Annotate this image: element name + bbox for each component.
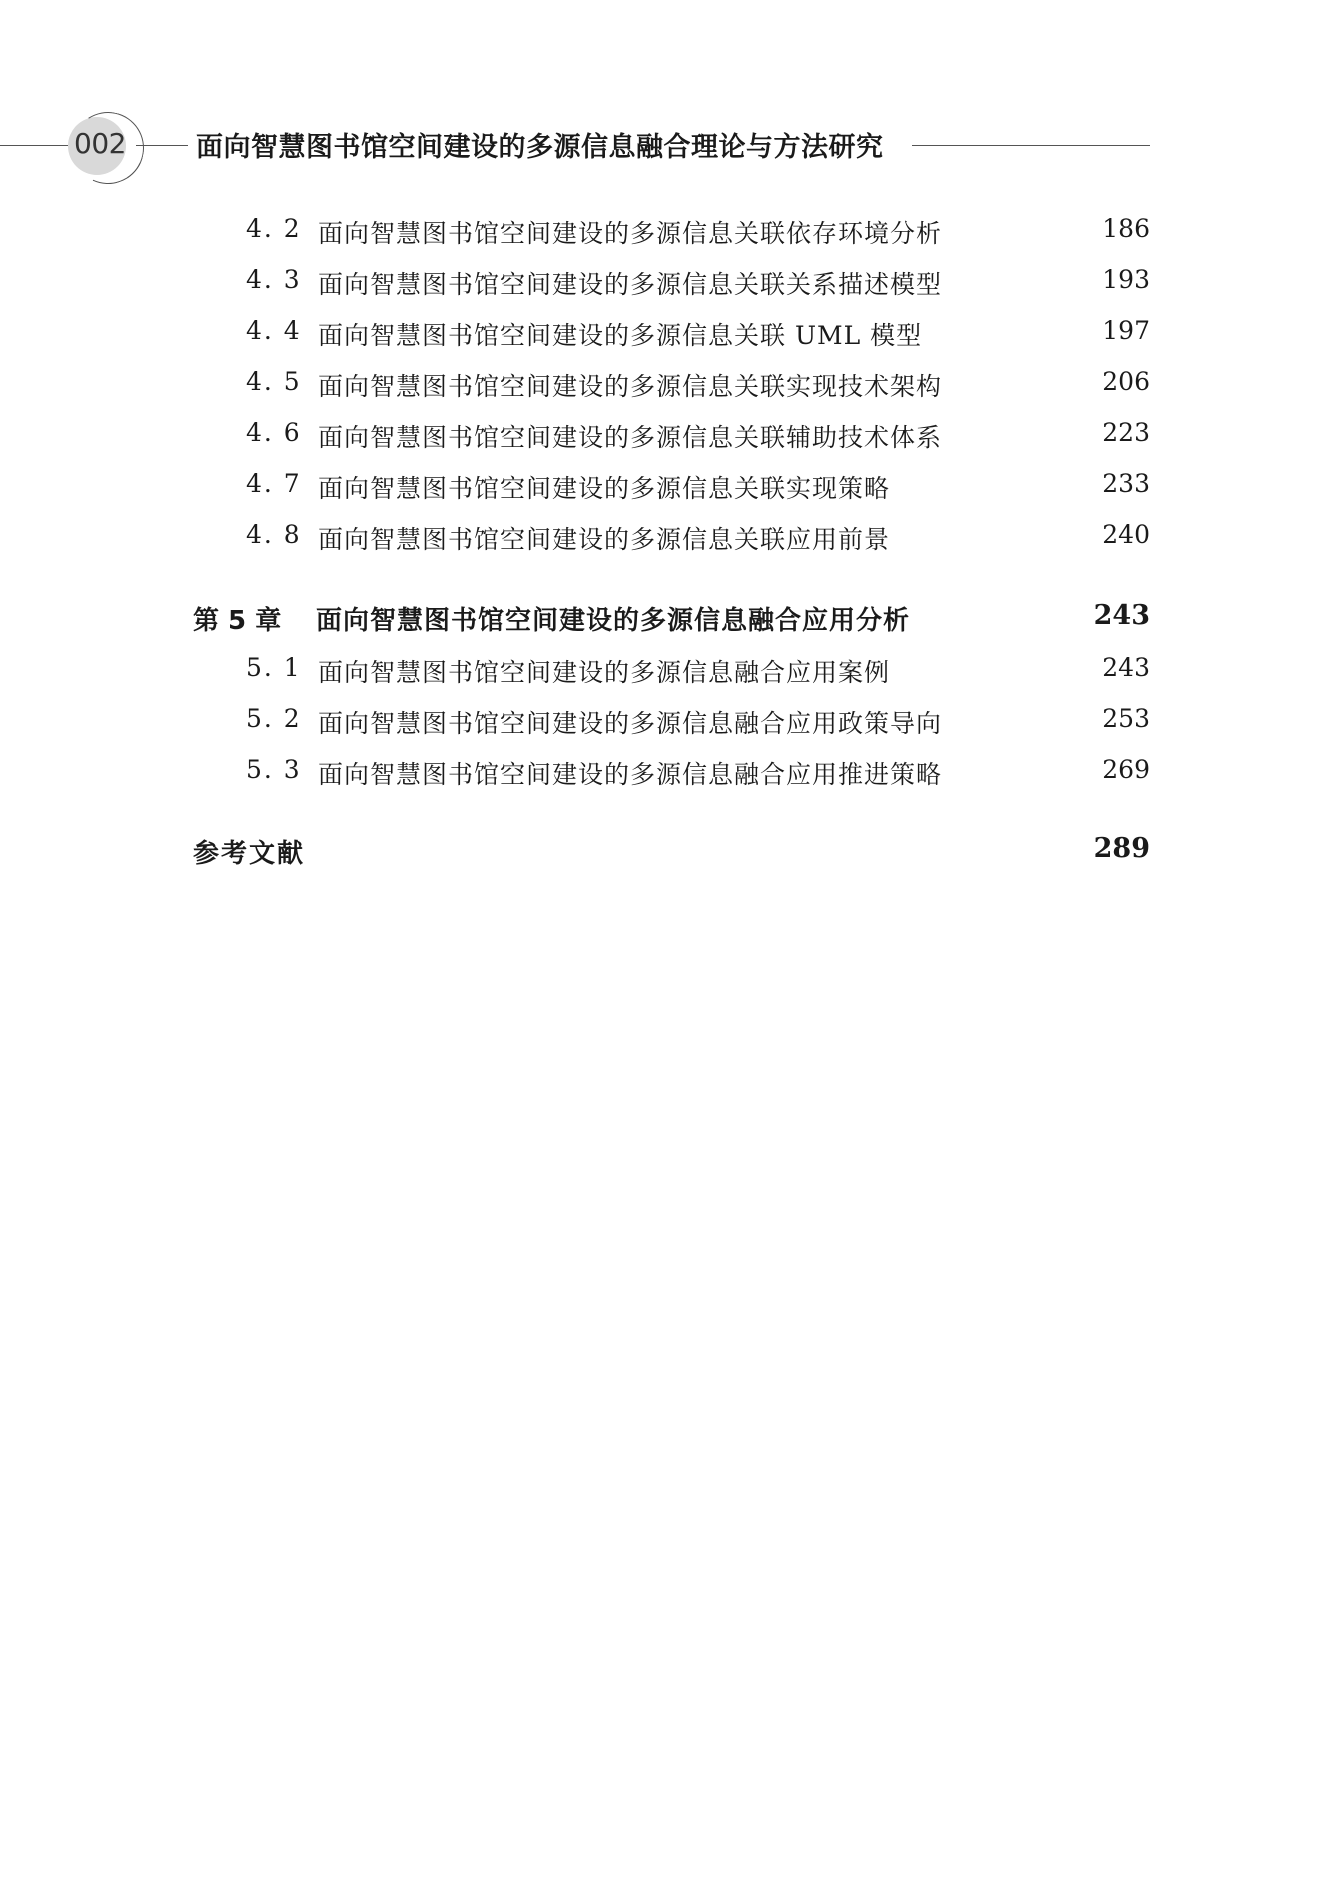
section-number: 4. 2 — [246, 214, 302, 243]
header-rule-mid — [136, 145, 188, 146]
section-number: 4. 7 — [246, 469, 302, 498]
references-page: 289 — [1093, 833, 1150, 864]
toc-entry-4-2[interactable] — [0, 214, 1338, 254]
section-number: 4. 5 — [246, 367, 302, 396]
section-number: 4. 4 — [246, 316, 302, 345]
section-number: 4. 8 — [246, 520, 302, 549]
page-number: 002 — [74, 127, 126, 160]
section-title: 面向智慧图书馆空间建设的多源信息关联 UML 模型 — [318, 321, 923, 350]
section-title: 面向智慧图书馆空间建设的多源信息关联应用前景 — [318, 525, 891, 554]
section-title: 面向智慧图书馆空间建设的多源信息融合应用政策导向 — [318, 709, 943, 738]
section-title: 面向智慧图书馆空间建设的多源信息关联辅助技术体系 — [318, 423, 943, 452]
toc-entry-5-1[interactable] — [0, 653, 1338, 693]
running-header — [0, 100, 1338, 190]
section-number: 5. 3 — [246, 755, 302, 784]
toc-chapter-5[interactable] — [0, 600, 1338, 640]
header-rule-left — [0, 145, 68, 146]
section-page: 223 — [1102, 418, 1150, 447]
section-page: 186 — [1102, 214, 1150, 243]
section-number: 5. 2 — [246, 704, 302, 733]
section-title: 面向智慧图书馆空间建设的多源信息融合应用案例 — [318, 658, 891, 687]
section-page: 233 — [1102, 469, 1150, 498]
book-title: 面向智慧图书馆空间建设的多源信息融合理论与方法研究 — [196, 132, 884, 163]
references-label: 参考文献 — [193, 839, 306, 869]
toc-entry-4-8[interactable] — [0, 520, 1338, 560]
toc-entry-4-3[interactable] — [0, 265, 1338, 305]
section-number: 4. 3 — [246, 265, 302, 294]
toc-entry-4-6[interactable] — [0, 418, 1338, 458]
section-title: 面向智慧图书馆空间建设的多源信息融合应用推进策略 — [318, 760, 943, 789]
section-page: 240 — [1102, 520, 1150, 549]
section-title: 面向智慧图书馆空间建设的多源信息关联关系描述模型 — [318, 270, 943, 299]
toc-references[interactable] — [0, 833, 1338, 873]
section-page: 243 — [1102, 653, 1150, 682]
section-page: 193 — [1102, 265, 1150, 294]
section-page: 253 — [1102, 704, 1150, 733]
toc-entry-4-7[interactable] — [0, 469, 1338, 509]
section-page: 197 — [1102, 316, 1150, 345]
section-page: 269 — [1102, 755, 1150, 784]
section-number: 4. 6 — [246, 418, 302, 447]
chapter-label: 第 5 章 — [193, 606, 282, 636]
chapter-title: 面向智慧图书馆空间建设的多源信息融合应用分析 — [316, 606, 911, 636]
header-rule-right — [912, 145, 1150, 146]
toc-entry-4-5[interactable] — [0, 367, 1338, 407]
toc-entry-5-3[interactable] — [0, 755, 1338, 795]
chapter-page: 243 — [1093, 600, 1150, 631]
toc-entry-5-2[interactable] — [0, 704, 1338, 744]
section-number: 5. 1 — [246, 653, 302, 682]
toc-entry-4-4[interactable] — [0, 316, 1338, 356]
section-title: 面向智慧图书馆空间建设的多源信息关联依存环境分析 — [318, 219, 943, 248]
section-title: 面向智慧图书馆空间建设的多源信息关联实现策略 — [318, 474, 891, 503]
section-page: 206 — [1102, 367, 1150, 396]
section-title: 面向智慧图书馆空间建设的多源信息关联实现技术架构 — [318, 372, 943, 401]
